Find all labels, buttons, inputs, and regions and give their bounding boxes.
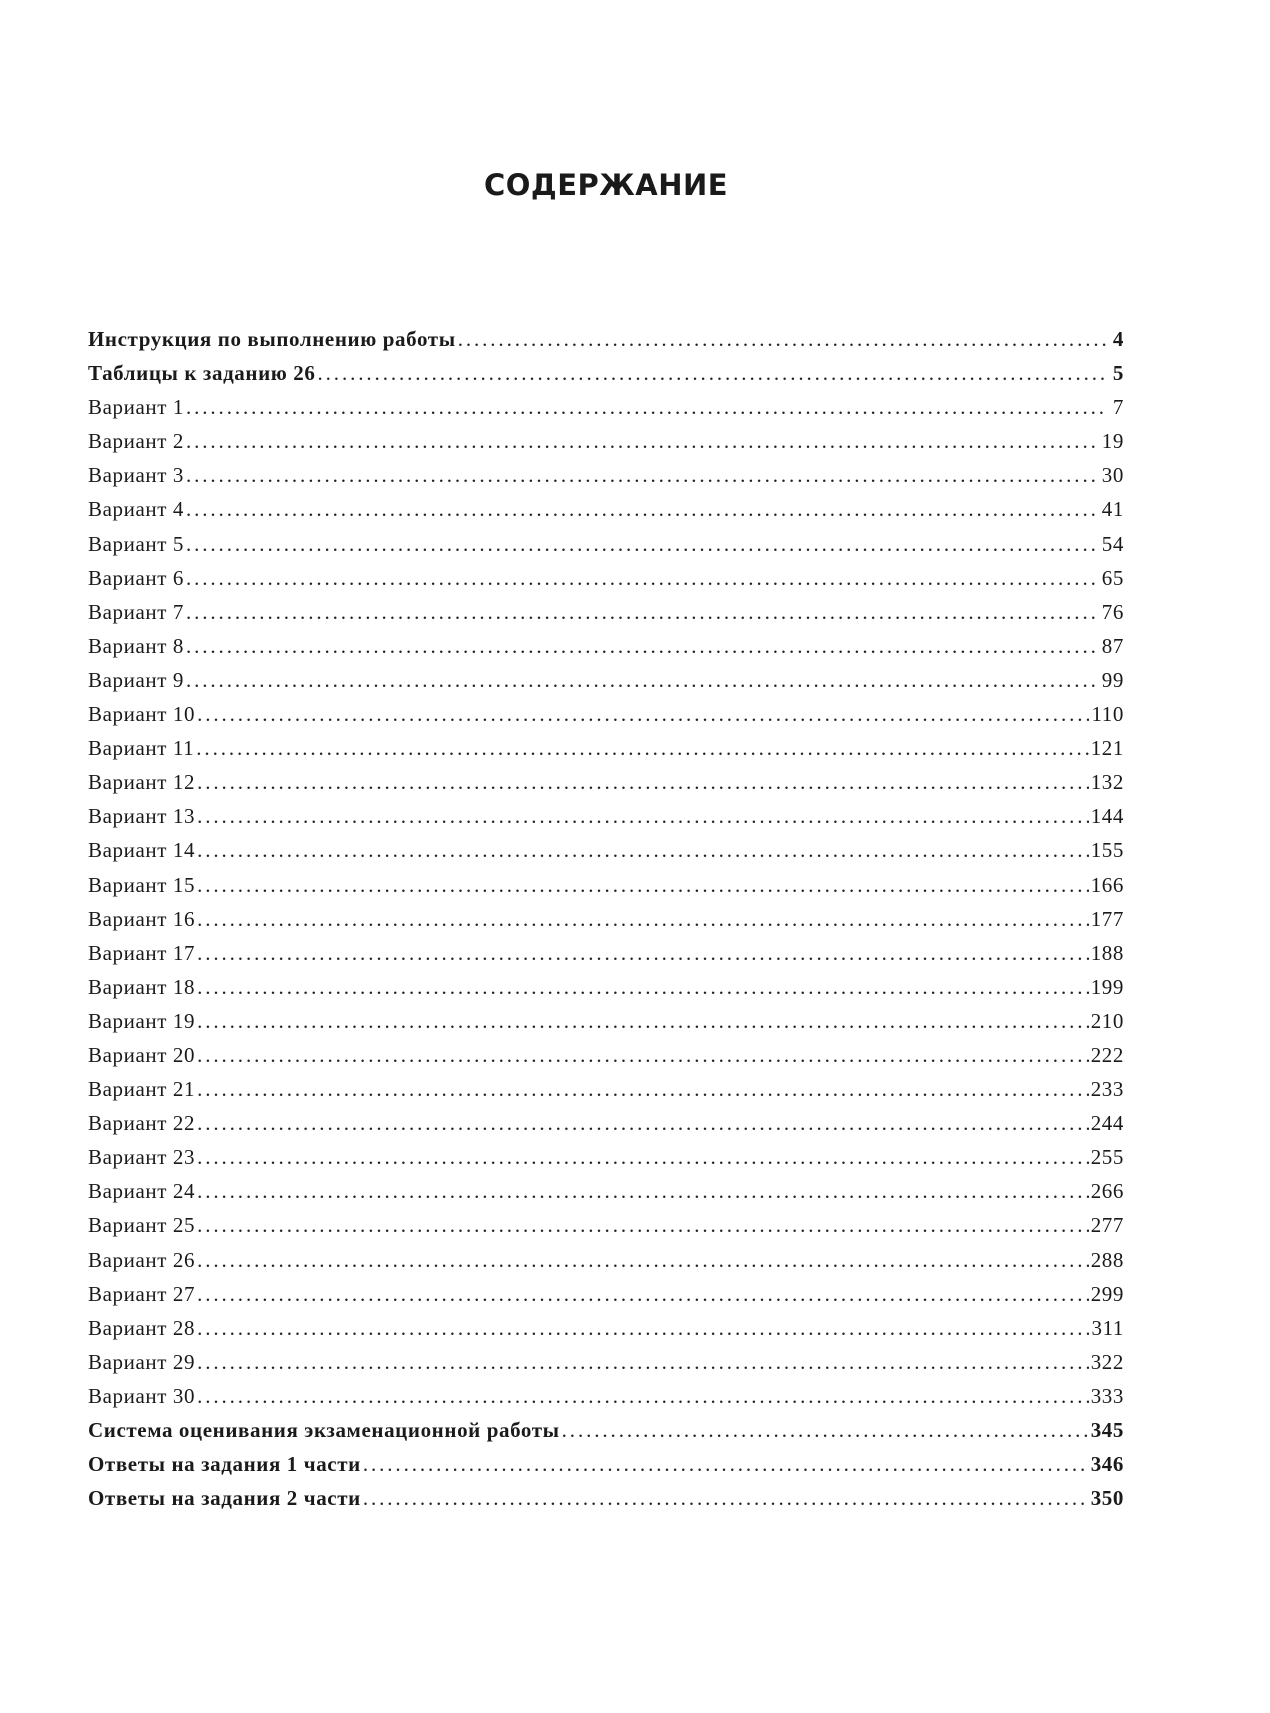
toc-entry-page-number: 199 <box>1090 974 1124 999</box>
toc-entry-title: Вариант 19 <box>88 1008 196 1033</box>
toc-entry-page-number: 132 <box>1090 770 1124 795</box>
dot-leader <box>363 1481 1089 1515</box>
toc-entry-page-number: 299 <box>1090 1281 1124 1306</box>
toc-entry-title: Вариант 4 <box>88 497 184 522</box>
dot-leader <box>197 1243 1089 1277</box>
toc-entry-page-number: 30 <box>1101 463 1124 488</box>
toc-entry-page-number: 266 <box>1090 1179 1124 1204</box>
toc-entry-page-number: 65 <box>1101 565 1124 590</box>
toc-entry <box>88 458 1124 492</box>
toc-entry-page-number: 233 <box>1090 1077 1124 1102</box>
toc-entry-title: Вариант 1 <box>88 395 184 420</box>
dot-leader <box>197 1038 1089 1072</box>
dot-leader <box>197 970 1089 1004</box>
toc-entry <box>88 970 1124 1004</box>
dot-leader <box>186 561 1100 595</box>
toc-entry-page-number: 177 <box>1090 906 1124 931</box>
toc-entry-page-number: 322 <box>1090 1349 1124 1374</box>
toc-entry <box>88 1243 1124 1277</box>
toc-entry <box>88 833 1124 867</box>
dot-leader <box>458 322 1108 356</box>
toc-entry-title: Вариант 5 <box>88 531 184 556</box>
toc-entry <box>88 1277 1124 1311</box>
toc-entry <box>88 1140 1124 1174</box>
dot-leader <box>186 629 1100 663</box>
toc-entry-page-number: 311 <box>1091 1315 1124 1340</box>
toc-entry <box>88 1413 1124 1447</box>
toc-entry-title: Вариант 23 <box>88 1145 196 1170</box>
toc-entry <box>88 424 1124 458</box>
toc-entry-title: Вариант 21 <box>88 1077 196 1102</box>
toc-entry-title: Вариант 6 <box>88 565 184 590</box>
toc-entry <box>88 765 1124 799</box>
toc-entry-title: Вариант 29 <box>88 1349 196 1374</box>
dot-leader <box>197 1311 1089 1345</box>
toc-entry <box>88 1038 1124 1072</box>
dot-leader <box>197 833 1089 867</box>
dot-leader <box>318 356 1109 390</box>
page-title: СОДЕРЖАНИЕ <box>483 168 729 202</box>
dot-leader <box>197 902 1089 936</box>
dot-leader <box>197 1208 1089 1242</box>
toc-entry <box>88 868 1124 902</box>
dot-leader <box>196 731 1088 765</box>
toc-entry-page-number: 210 <box>1090 1008 1124 1033</box>
toc-entry <box>88 1208 1124 1242</box>
toc-entry-title: Вариант 15 <box>88 872 196 897</box>
dot-leader <box>186 663 1100 697</box>
dot-leader <box>186 390 1108 424</box>
toc-entry <box>88 356 1124 390</box>
toc-entry <box>88 1379 1124 1413</box>
toc-entry <box>88 1345 1124 1379</box>
toc-entry-title: Вариант 17 <box>88 940 196 965</box>
toc-entry-page-number: 346 <box>1090 1452 1124 1477</box>
toc-entry-title: Инструкция по выполнению работы <box>88 327 456 351</box>
toc-entry-title: Вариант 26 <box>88 1247 196 1272</box>
toc-entry-title: Вариант 11 <box>88 736 195 761</box>
dot-leader <box>562 1413 1089 1447</box>
toc-entry <box>88 492 1124 526</box>
dot-leader <box>197 1004 1089 1038</box>
toc-entry-title: Вариант 10 <box>88 702 196 727</box>
toc-entry-title: Ответы на задания 1 части <box>88 1452 361 1477</box>
toc-entry-page-number: 54 <box>1101 531 1124 556</box>
toc-entry-page-number: 277 <box>1090 1213 1124 1238</box>
toc-entry-page-number: 188 <box>1090 940 1124 965</box>
toc-entry-title: Вариант 20 <box>88 1042 196 1067</box>
dot-leader <box>197 1345 1089 1379</box>
dot-leader <box>363 1447 1089 1481</box>
toc-entry-page-number: 110 <box>1091 702 1124 727</box>
toc-entry-page-number: 222 <box>1090 1042 1124 1067</box>
toc-entry <box>88 1004 1124 1038</box>
table-of-contents <box>88 322 1124 1515</box>
toc-entry-page-number: 5 <box>1112 361 1124 386</box>
toc-entry-page-number: 350 <box>1090 1486 1124 1511</box>
toc-entry-title: Вариант 7 <box>88 599 184 624</box>
toc-entry-title: Вариант 8 <box>88 633 184 658</box>
toc-entry-title: Вариант 28 <box>88 1315 196 1340</box>
toc-entry <box>88 799 1124 833</box>
toc-entry-page-number: 4 <box>1112 327 1124 351</box>
toc-entry <box>88 902 1124 936</box>
toc-entry <box>88 322 1124 356</box>
dot-leader <box>197 1106 1089 1140</box>
dot-leader <box>197 1072 1089 1106</box>
dot-leader <box>197 1140 1089 1174</box>
toc-entry-title: Вариант 30 <box>88 1383 196 1408</box>
toc-entry <box>88 390 1124 424</box>
toc-entry <box>88 561 1124 595</box>
toc-entry-title: Ответы на задания 2 части <box>88 1486 361 1511</box>
dot-leader <box>186 527 1100 561</box>
toc-entry-page-number: 121 <box>1090 736 1124 761</box>
toc-entry <box>88 1311 1124 1345</box>
toc-entry <box>88 697 1124 731</box>
dot-leader <box>197 1379 1089 1413</box>
dot-leader <box>197 765 1089 799</box>
toc-entry-title: Вариант 13 <box>88 804 196 829</box>
toc-entry <box>88 595 1124 629</box>
dot-leader <box>197 868 1089 902</box>
toc-entry <box>88 663 1124 697</box>
toc-entry-title: Система оценивания экзаменационной работы <box>88 1418 560 1442</box>
dot-leader <box>197 1277 1089 1311</box>
toc-entry-page-number: 288 <box>1090 1247 1124 1272</box>
dot-leader <box>186 458 1100 492</box>
toc-entry <box>88 731 1124 765</box>
toc-entry-title: Вариант 18 <box>88 974 196 999</box>
toc-entry-page-number: 333 <box>1090 1383 1124 1408</box>
dot-leader <box>197 697 1089 731</box>
toc-entry-page-number: 76 <box>1101 599 1124 624</box>
toc-entry-page-number: 255 <box>1090 1145 1124 1170</box>
toc-entry <box>88 527 1124 561</box>
dot-leader <box>186 424 1100 458</box>
toc-entry-page-number: 144 <box>1090 804 1124 829</box>
dot-leader <box>197 799 1089 833</box>
toc-entry <box>88 1106 1124 1140</box>
toc-entry-page-number: 41 <box>1101 497 1124 522</box>
toc-entry-page-number: 7 <box>1112 395 1124 420</box>
toc-entry-title: Вариант 12 <box>88 770 196 795</box>
toc-entry <box>88 936 1124 970</box>
toc-entry <box>88 1174 1124 1208</box>
dot-leader <box>197 936 1089 970</box>
toc-entry <box>88 1481 1124 1515</box>
toc-entry-title: Вариант 27 <box>88 1281 196 1306</box>
toc-entry-page-number: 99 <box>1101 667 1124 692</box>
toc-entry <box>88 1072 1124 1106</box>
toc-entry-title: Вариант 25 <box>88 1213 196 1238</box>
dot-leader <box>186 492 1100 526</box>
toc-entry-page-number: 19 <box>1101 429 1124 454</box>
toc-entry-page-number: 345 <box>1090 1418 1124 1442</box>
dot-leader <box>197 1174 1089 1208</box>
toc-entry-title: Вариант 16 <box>88 906 196 931</box>
toc-entry-title: Таблицы к заданию 26 <box>88 361 316 386</box>
toc-entry-page-number: 87 <box>1101 633 1124 658</box>
toc-entry-title: Вариант 14 <box>88 838 196 863</box>
toc-entry <box>88 1447 1124 1481</box>
toc-entry <box>88 629 1124 663</box>
toc-entry-title: Вариант 22 <box>88 1111 196 1136</box>
dot-leader <box>186 595 1100 629</box>
toc-entry-title: Вариант 9 <box>88 667 184 692</box>
toc-entry-page-number: 244 <box>1090 1111 1124 1136</box>
toc-entry-page-number: 166 <box>1090 872 1124 897</box>
toc-entry-page-number: 155 <box>1090 838 1124 863</box>
toc-entry-title: Вариант 2 <box>88 429 184 454</box>
toc-entry-title: Вариант 3 <box>88 463 184 488</box>
toc-entry-title: Вариант 24 <box>88 1179 196 1204</box>
